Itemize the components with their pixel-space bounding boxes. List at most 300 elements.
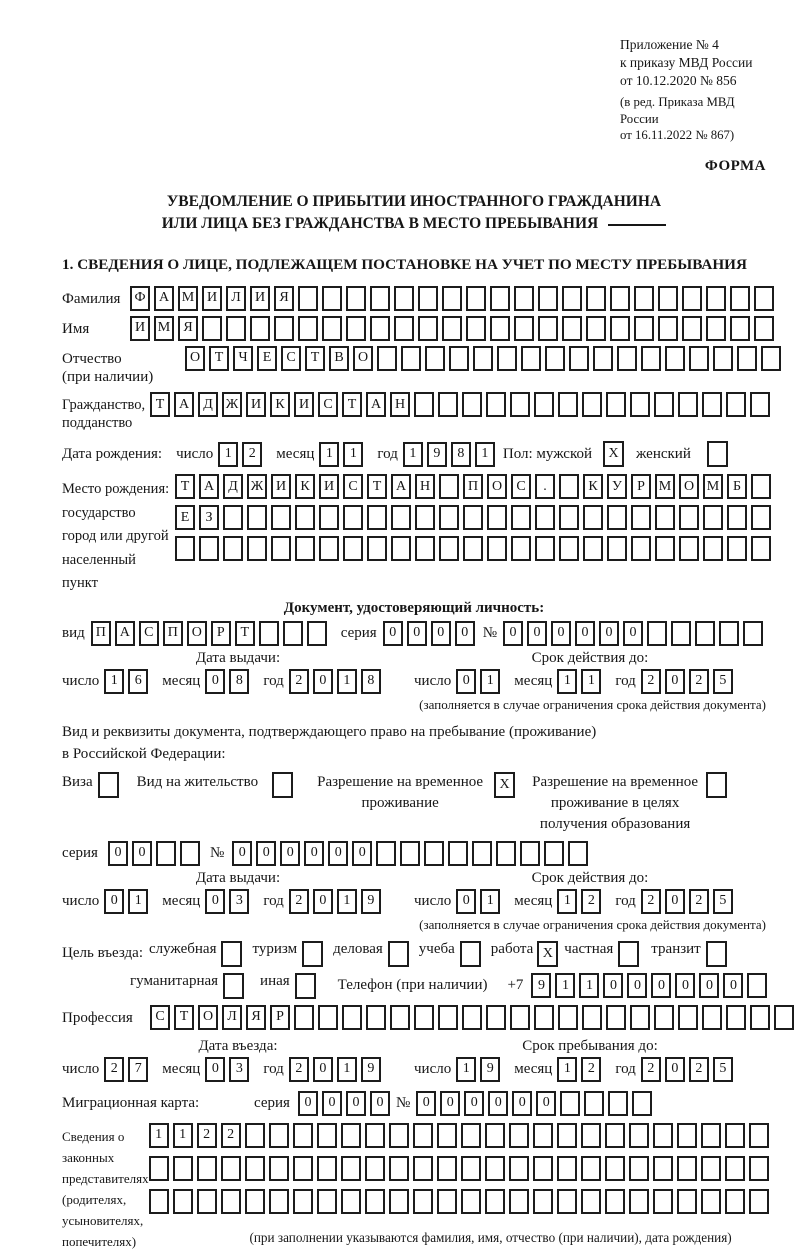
cell[interactable] <box>630 1005 650 1030</box>
cell[interactable] <box>629 1156 649 1181</box>
cell[interactable] <box>247 505 267 530</box>
cell[interactable]: 0 <box>407 621 427 646</box>
cell[interactable]: 6 <box>128 669 148 694</box>
cell[interactable]: 0 <box>455 621 475 646</box>
cell[interactable] <box>274 316 294 341</box>
cell[interactable] <box>307 621 327 646</box>
cell[interactable]: З <box>199 505 219 530</box>
cell[interactable]: А <box>199 474 219 499</box>
cell[interactable] <box>535 536 555 561</box>
cell[interactable] <box>156 841 176 866</box>
cell[interactable] <box>583 536 603 561</box>
cell[interactable]: О <box>679 474 699 499</box>
cell[interactable]: 0 <box>104 889 124 914</box>
cell[interactable] <box>586 316 606 341</box>
cell[interactable]: 0 <box>352 841 372 866</box>
cell[interactable] <box>631 536 651 561</box>
cell[interactable] <box>607 536 627 561</box>
cell[interactable]: О <box>187 621 207 646</box>
cell[interactable] <box>749 1189 769 1214</box>
cell[interactable] <box>701 1123 721 1148</box>
cell[interactable] <box>365 1156 385 1181</box>
cell[interactable] <box>562 286 582 311</box>
cell[interactable] <box>713 346 733 371</box>
cell[interactable] <box>318 1005 338 1030</box>
cell[interactable] <box>437 1189 457 1214</box>
cell[interactable]: А <box>391 474 411 499</box>
cell[interactable] <box>317 1123 337 1148</box>
cell[interactable] <box>632 1091 652 1116</box>
cell[interactable] <box>754 316 774 341</box>
cell[interactable] <box>703 536 723 561</box>
cell[interactable]: 9 <box>480 1057 500 1082</box>
cell[interactable] <box>750 1005 770 1030</box>
cell[interactable]: 5 <box>713 669 733 694</box>
cell[interactable] <box>462 1005 482 1030</box>
cell[interactable] <box>293 1156 313 1181</box>
cell[interactable]: Н <box>415 474 435 499</box>
cell[interactable] <box>485 1189 505 1214</box>
cell[interactable]: 1 <box>149 1123 169 1148</box>
cell[interactable] <box>367 536 387 561</box>
cell[interactable] <box>461 1189 481 1214</box>
cell[interactable] <box>653 1156 673 1181</box>
cell[interactable] <box>173 1189 193 1214</box>
cell[interactable] <box>654 392 674 417</box>
cell[interactable]: 0 <box>280 841 300 866</box>
cell[interactable]: Р <box>211 621 231 646</box>
cell[interactable] <box>610 286 630 311</box>
purpose-private-checkbox[interactable] <box>618 941 639 967</box>
cell[interactable]: 0 <box>665 1057 685 1082</box>
cell[interactable]: 1 <box>173 1123 193 1148</box>
cell[interactable] <box>533 1123 553 1148</box>
cell[interactable]: 1 <box>581 669 601 694</box>
cell[interactable] <box>377 346 397 371</box>
purpose-work-checkbox[interactable]: X <box>537 941 558 967</box>
cell[interactable]: 2 <box>197 1123 217 1148</box>
cell[interactable]: 7 <box>128 1057 148 1082</box>
cell[interactable]: Е <box>175 505 195 530</box>
cell[interactable]: М <box>154 316 174 341</box>
cell[interactable]: 2 <box>641 1057 661 1082</box>
cell[interactable] <box>583 505 603 530</box>
cell[interactable] <box>293 1189 313 1214</box>
cell[interactable] <box>761 346 781 371</box>
cell[interactable] <box>466 286 486 311</box>
cell[interactable] <box>658 316 678 341</box>
cell[interactable] <box>437 1123 457 1148</box>
cell[interactable]: 1 <box>456 1057 476 1082</box>
cell[interactable]: 0 <box>536 1091 556 1116</box>
cell[interactable]: М <box>655 474 675 499</box>
cell[interactable] <box>608 1091 628 1116</box>
cell[interactable] <box>586 286 606 311</box>
cell[interactable] <box>677 1189 697 1214</box>
cell[interactable] <box>509 1189 529 1214</box>
cell[interactable]: 1 <box>557 1057 577 1082</box>
cell[interactable] <box>271 536 291 561</box>
cell[interactable] <box>706 286 726 311</box>
cell[interactable]: 3 <box>229 889 249 914</box>
cell[interactable]: 0 <box>456 889 476 914</box>
cell[interactable] <box>413 1156 433 1181</box>
cell[interactable] <box>655 505 675 530</box>
cell[interactable]: 8 <box>229 669 249 694</box>
cell[interactable] <box>754 286 774 311</box>
purpose-business-checkbox[interactable] <box>388 941 409 967</box>
cell[interactable] <box>365 1189 385 1214</box>
cell[interactable]: Б <box>727 474 747 499</box>
cell[interactable]: 2 <box>689 1057 709 1082</box>
cell[interactable] <box>389 1156 409 1181</box>
cell[interactable] <box>487 536 507 561</box>
cell[interactable]: С <box>150 1005 170 1030</box>
cell[interactable]: А <box>115 621 135 646</box>
cell[interactable]: И <box>250 286 270 311</box>
cell[interactable] <box>365 1123 385 1148</box>
cell[interactable] <box>510 392 530 417</box>
cell[interactable] <box>473 346 493 371</box>
cell[interactable]: П <box>163 621 183 646</box>
cell[interactable]: 0 <box>488 1091 508 1116</box>
cell[interactable]: 1 <box>218 442 238 467</box>
cell[interactable]: Я <box>246 1005 266 1030</box>
cell[interactable] <box>606 1005 626 1030</box>
cell[interactable] <box>175 536 195 561</box>
purpose-tourism-checkbox[interactable] <box>302 941 323 967</box>
cell[interactable] <box>283 621 303 646</box>
cell[interactable] <box>730 286 750 311</box>
cell[interactable] <box>725 1156 745 1181</box>
cell[interactable] <box>223 536 243 561</box>
cell[interactable] <box>319 505 339 530</box>
cell[interactable] <box>557 1123 577 1148</box>
cell[interactable] <box>463 505 483 530</box>
cell[interactable]: 1 <box>343 442 363 467</box>
cell[interactable] <box>295 536 315 561</box>
cell[interactable] <box>298 316 318 341</box>
cell[interactable]: 0 <box>416 1091 436 1116</box>
cell[interactable]: 2 <box>641 669 661 694</box>
purpose-humanitarian-checkbox[interactable] <box>223 973 244 999</box>
cell[interactable]: 0 <box>665 889 685 914</box>
cell[interactable]: . <box>535 474 555 499</box>
cell[interactable]: 0 <box>232 841 252 866</box>
cell[interactable] <box>448 841 468 866</box>
cell[interactable] <box>581 1156 601 1181</box>
cell[interactable]: Т <box>209 346 229 371</box>
cell[interactable]: 9 <box>361 1057 381 1082</box>
cell[interactable]: 1 <box>337 1057 357 1082</box>
cell[interactable]: 0 <box>205 1057 225 1082</box>
cell[interactable] <box>366 1005 386 1030</box>
cell[interactable] <box>341 1123 361 1148</box>
cell[interactable] <box>689 346 709 371</box>
sex-female-checkbox[interactable] <box>707 441 728 467</box>
cell[interactable] <box>534 1005 554 1030</box>
cell[interactable]: С <box>318 392 338 417</box>
cell[interactable]: 8 <box>451 442 471 467</box>
cell[interactable]: Д <box>198 392 218 417</box>
cell[interactable]: Д <box>223 474 243 499</box>
cell[interactable] <box>401 346 421 371</box>
cell[interactable]: 0 <box>603 973 623 998</box>
cell[interactable]: К <box>583 474 603 499</box>
cell[interactable]: 0 <box>313 1057 333 1082</box>
cell[interactable]: Я <box>178 316 198 341</box>
cell[interactable] <box>647 621 667 646</box>
cell[interactable]: 0 <box>464 1091 484 1116</box>
cell[interactable] <box>533 1156 553 1181</box>
cell[interactable] <box>317 1189 337 1214</box>
cell[interactable] <box>414 1005 434 1030</box>
cell[interactable]: 0 <box>383 621 403 646</box>
cell[interactable]: 2 <box>289 669 309 694</box>
cell[interactable] <box>743 621 763 646</box>
cell[interactable] <box>466 316 486 341</box>
cell[interactable] <box>559 505 579 530</box>
cell[interactable]: А <box>366 392 386 417</box>
cell[interactable] <box>418 286 438 311</box>
cell[interactable]: 0 <box>512 1091 532 1116</box>
cell[interactable] <box>294 1005 314 1030</box>
cell[interactable]: Т <box>342 392 362 417</box>
cell[interactable] <box>199 536 219 561</box>
cell[interactable] <box>544 841 564 866</box>
cell[interactable]: 2 <box>689 889 709 914</box>
cell[interactable] <box>463 536 483 561</box>
cell[interactable] <box>343 505 363 530</box>
cell[interactable]: 9 <box>361 889 381 914</box>
cell[interactable]: 1 <box>557 669 577 694</box>
cell[interactable] <box>394 316 414 341</box>
cell[interactable] <box>558 1005 578 1030</box>
cell[interactable] <box>298 286 318 311</box>
cell[interactable]: 0 <box>322 1091 342 1116</box>
cell[interactable] <box>726 392 746 417</box>
cell[interactable] <box>391 536 411 561</box>
cell[interactable] <box>322 316 342 341</box>
cell[interactable] <box>581 1189 601 1214</box>
cell[interactable]: Л <box>222 1005 242 1030</box>
cell[interactable]: 2 <box>581 889 601 914</box>
cell[interactable]: 1 <box>557 889 577 914</box>
cell[interactable] <box>534 392 554 417</box>
cell[interactable] <box>245 1123 265 1148</box>
cell[interactable]: 1 <box>337 669 357 694</box>
cell[interactable] <box>607 505 627 530</box>
cell[interactable]: 0 <box>313 889 333 914</box>
cell[interactable] <box>461 1156 481 1181</box>
purpose-transit-checkbox[interactable] <box>706 941 727 967</box>
cell[interactable] <box>617 346 637 371</box>
cell[interactable]: 2 <box>581 1057 601 1082</box>
cell[interactable] <box>376 841 396 866</box>
cell[interactable] <box>485 1123 505 1148</box>
cell[interactable]: 0 <box>328 841 348 866</box>
cell[interactable] <box>226 316 246 341</box>
cell[interactable] <box>509 1156 529 1181</box>
cell[interactable]: 0 <box>527 621 547 646</box>
cell[interactable] <box>295 505 315 530</box>
cell[interactable] <box>630 392 650 417</box>
cell[interactable] <box>250 316 270 341</box>
cell[interactable] <box>511 505 531 530</box>
cell[interactable]: 9 <box>531 973 551 998</box>
cell[interactable]: 0 <box>256 841 276 866</box>
cell[interactable] <box>727 536 747 561</box>
cell[interactable] <box>569 346 589 371</box>
cell[interactable]: Т <box>150 392 170 417</box>
cell[interactable]: 2 <box>289 889 309 914</box>
cell[interactable] <box>679 505 699 530</box>
cell[interactable]: 0 <box>627 973 647 998</box>
cell[interactable]: 0 <box>699 973 719 998</box>
cell[interactable] <box>557 1189 577 1214</box>
cell[interactable] <box>317 1156 337 1181</box>
cell[interactable] <box>439 474 459 499</box>
cell[interactable] <box>390 1005 410 1030</box>
cell[interactable] <box>418 316 438 341</box>
cell[interactable]: 0 <box>503 621 523 646</box>
cell[interactable] <box>414 392 434 417</box>
cell[interactable]: С <box>511 474 531 499</box>
cell[interactable] <box>658 286 678 311</box>
cell[interactable] <box>487 505 507 530</box>
cell[interactable] <box>631 505 651 530</box>
cell[interactable]: К <box>295 474 315 499</box>
cell[interactable]: А <box>154 286 174 311</box>
cell[interactable]: И <box>294 392 314 417</box>
cell[interactable] <box>367 505 387 530</box>
cell[interactable] <box>678 1005 698 1030</box>
cell[interactable]: 0 <box>370 1091 390 1116</box>
cell[interactable] <box>438 392 458 417</box>
cell[interactable] <box>149 1189 169 1214</box>
cell[interactable] <box>245 1156 265 1181</box>
cell[interactable]: 1 <box>403 442 423 467</box>
cell[interactable] <box>701 1189 721 1214</box>
cell[interactable] <box>322 286 342 311</box>
cell[interactable] <box>462 392 482 417</box>
cell[interactable]: Т <box>175 474 195 499</box>
temp-residence-education-checkbox[interactable] <box>706 772 727 798</box>
cell[interactable] <box>346 316 366 341</box>
cell[interactable] <box>726 1005 746 1030</box>
cell[interactable] <box>655 536 675 561</box>
cell[interactable]: К <box>270 392 290 417</box>
cell[interactable]: 0 <box>440 1091 460 1116</box>
cell[interactable]: Т <box>305 346 325 371</box>
cell[interactable] <box>520 841 540 866</box>
cell[interactable]: 1 <box>475 442 495 467</box>
cell[interactable] <box>449 346 469 371</box>
cell[interactable] <box>485 1156 505 1181</box>
cell[interactable] <box>510 1005 530 1030</box>
cell[interactable]: 5 <box>713 1057 733 1082</box>
cell[interactable] <box>678 392 698 417</box>
cell[interactable] <box>749 1123 769 1148</box>
cell[interactable] <box>389 1123 409 1148</box>
cell[interactable]: С <box>139 621 159 646</box>
cell[interactable] <box>197 1156 217 1181</box>
cell[interactable] <box>749 1156 769 1181</box>
cell[interactable]: 1 <box>128 889 148 914</box>
cell[interactable] <box>259 621 279 646</box>
cell[interactable] <box>750 392 770 417</box>
cell[interactable] <box>725 1189 745 1214</box>
cell[interactable] <box>774 1005 794 1030</box>
cell[interactable]: П <box>91 621 111 646</box>
cell[interactable] <box>582 1005 602 1030</box>
cell[interactable]: 0 <box>575 621 595 646</box>
cell[interactable] <box>701 1156 721 1181</box>
cell[interactable] <box>605 1156 625 1181</box>
cell[interactable] <box>394 286 414 311</box>
cell[interactable] <box>751 536 771 561</box>
residence-permit-checkbox[interactable] <box>272 772 293 798</box>
cell[interactable] <box>703 505 723 530</box>
cell[interactable] <box>558 392 578 417</box>
cell[interactable]: 0 <box>205 889 225 914</box>
cell[interactable] <box>677 1156 697 1181</box>
cell[interactable] <box>730 316 750 341</box>
cell[interactable] <box>269 1189 289 1214</box>
cell[interactable] <box>560 1091 580 1116</box>
cell[interactable] <box>247 536 267 561</box>
cell[interactable] <box>582 392 602 417</box>
cell[interactable]: 5 <box>713 889 733 914</box>
cell[interactable] <box>725 1123 745 1148</box>
visa-checkbox[interactable] <box>98 772 119 798</box>
cell[interactable] <box>606 392 626 417</box>
cell[interactable] <box>343 536 363 561</box>
cell[interactable] <box>486 1005 506 1030</box>
cell[interactable] <box>271 505 291 530</box>
cell[interactable] <box>391 505 411 530</box>
cell[interactable]: 2 <box>641 889 661 914</box>
cell[interactable]: 0 <box>205 669 225 694</box>
cell[interactable] <box>533 1189 553 1214</box>
cell[interactable] <box>424 841 444 866</box>
cell[interactable]: Т <box>174 1005 194 1030</box>
cell[interactable] <box>496 841 516 866</box>
cell[interactable] <box>671 621 691 646</box>
cell[interactable] <box>439 505 459 530</box>
cell[interactable] <box>269 1156 289 1181</box>
cell[interactable]: 8 <box>361 669 381 694</box>
sex-male-checkbox[interactable]: X <box>603 441 624 467</box>
cell[interactable] <box>437 1156 457 1181</box>
cell[interactable]: Т <box>235 621 255 646</box>
cell[interactable] <box>677 1123 697 1148</box>
cell[interactable] <box>221 1189 241 1214</box>
cell[interactable] <box>706 316 726 341</box>
cell[interactable]: Л <box>226 286 246 311</box>
cell[interactable]: 0 <box>456 669 476 694</box>
cell[interactable]: Т <box>367 474 387 499</box>
cell[interactable]: 1 <box>319 442 339 467</box>
cell[interactable] <box>389 1189 409 1214</box>
cell[interactable] <box>497 346 517 371</box>
cell[interactable] <box>751 505 771 530</box>
cell[interactable] <box>511 536 531 561</box>
cell[interactable] <box>370 316 390 341</box>
purpose-other-checkbox[interactable] <box>295 973 316 999</box>
cell[interactable]: О <box>353 346 373 371</box>
cell[interactable] <box>629 1123 649 1148</box>
